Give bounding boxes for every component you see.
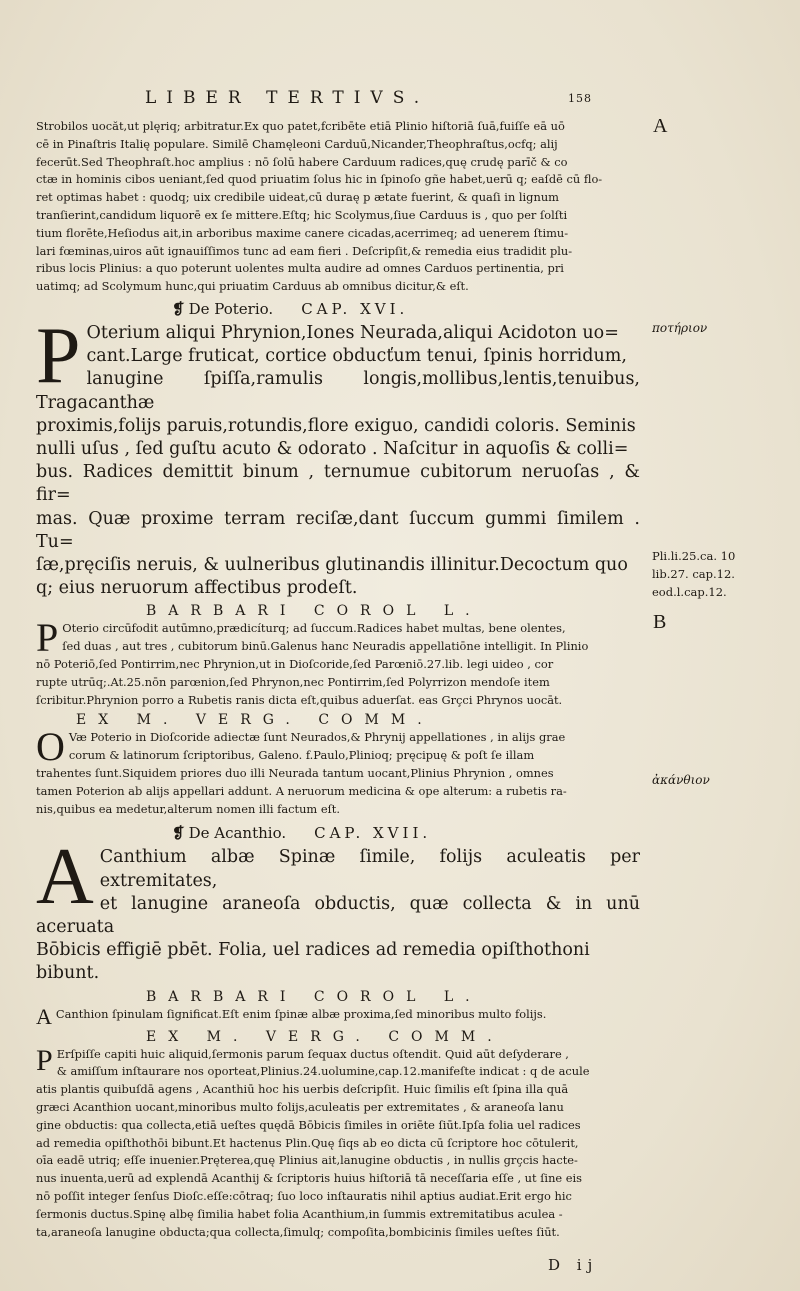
vergilius-commentary-1: [36, 711, 640, 818]
chapter-number: CAP. XVI.: [301, 299, 409, 318]
drop-cap: O: [36, 724, 65, 770]
text-line: ſcribitur.Phrynion porro a Rubetis ranis dicta eſt,quibus aduerſat. eas Grçci Phrynos uocāt.: [36, 692, 563, 707]
text-line: gine obductis: qua collecta,etiā ueſtes quędā Bōbicis ſimiles in oriēte ſiūt.Ipſa folia uel radices: [36, 1117, 581, 1132]
running-title: LIBER TERTIVS.: [145, 88, 430, 108]
pilcrow-icon: ❡: [172, 824, 185, 843]
text-line: ctæ in hominis cibos ueniant,ſed quod priuatim ſolus hic in ſpinoſo gñe habet,uerū q; eaſdē cū flo-: [36, 172, 603, 187]
page-number: 158: [568, 92, 592, 105]
margin-notes: [648, 0, 798, 1291]
drop-cap: A: [36, 1003, 52, 1029]
text-line: mas. Quæ proxime terram reciſæ,dant ſuccum gummi ſimilem . Tu=: [36, 508, 640, 552]
text-line: atis plantis quibuſdā agens , Acanthiū hoc his uerbis deſcripſit. Huic ſimilis eſt ſpina illa quā: [36, 1082, 569, 1097]
text-line: uatimq; ad Scolymum hunc,qui priuatim Carduus ab omnibus dicitur,& eſt.: [36, 279, 469, 294]
text-line: tamen Poterion ab alijs appellari addunt. A neruorum medicina & ope alterum: a rubetis ra-: [36, 783, 567, 798]
drop-cap: P: [36, 615, 59, 661]
chapter-16-heading: [172, 300, 640, 322]
text-line: proximis,folijs paruis,rotundis,flore exiguo, candidi coloris. Seminis: [36, 415, 636, 436]
drop-cap: A: [36, 833, 94, 922]
text-line: lari fœminas,uiros aūt ignauiſſimos tunc ad eam fieri . Deſcripſit,& remedia eius tradidit plu-: [36, 243, 573, 258]
margin-reference: eod.l.cap.12.: [652, 585, 727, 599]
text-line: nō Poteriō,ſed Pontirrim,nec Phrynion,ut in Dioſcoride,ſed Parœniō.27.lib. legi uideo , cor: [36, 657, 554, 671]
chapter-17-heading: [172, 824, 640, 846]
text-line: nus inuenta,uerū ad explendā Acanthij & ſcriptoris huius hiſtoriā tā neceſſaria eſſe , ut ſine eis: [36, 1171, 582, 1186]
text-line: bus. Radices demittit binum , ternumue cubitorum neruoſas , & fir=: [36, 462, 640, 506]
section-heading: EX M. VERG. COMM.: [146, 1028, 504, 1045]
text-line: tranſierint,candidum liquorē ex ſe mittere.Eſtq; hic Scolymus,ſiue Carduus is , quo per ſolſti: [36, 207, 568, 222]
text-line: Canthion ſpinulam ſignificat.Eſt enim ſpinæ albæ proxima,ſed minoribus multo folijs.: [55, 1006, 547, 1021]
text-line: trahentes ſunt.Siquidem priores duo illi Neurada tantum uocant,Plinius Phrynion , omnes: [36, 765, 554, 780]
text-line: nō poſſit integer ſenſus Dioſc.eſſe:cōtraq; ſuo loco inſtauratis nihil aptius audiat.Erit ergo hic: [36, 1188, 572, 1203]
vergilius-commentary-2: [36, 1028, 640, 1242]
section-heading: BARBARI COROL L.: [146, 603, 482, 620]
text-line: Strobilos uocăt,ut plęriq; arbitratur.Ex quo patet,fcribēte etiā Plinio hiſtoriā ſuā,fuiſſe eā uō: [36, 119, 565, 133]
barbari-corollarium-1: [36, 602, 640, 709]
drop-cap: P: [36, 311, 81, 400]
text-line: cē in Pinaſtris Italię populare. Similē Chamęleoni Carduū,Nicander,Theophraſtus,ocfq; alij: [36, 136, 558, 151]
chapter-title: De Poterio.: [188, 299, 274, 318]
section-heading: EX M. VERG. COMM.: [76, 712, 434, 729]
margin-letter-a: A: [653, 115, 668, 137]
greek-gloss: ἀκάνθιον: [652, 773, 710, 787]
text-line: Oterium aliqui Phrynion,Iones Neurada,aliqui Acidoton uo=: [86, 322, 619, 343]
text-line: Erſpiſſe capiti huic aliquid,ſermonis parum ſequax ductus oſtendit. Quid aūt deſyderare ,: [56, 1046, 569, 1061]
text-line: ret optimas habet : quodq; uix credibile uideat,cū duraę p ætate fuerint, & quaſi in lignum: [36, 190, 559, 205]
text-line: nis,quibus ea medetur,alterum nomen illi factum eſt.: [36, 801, 340, 816]
chapter-16-text: [36, 311, 640, 600]
text-line: Bōbicis effigiē pbēt. Folia, uel radices ad remedia opiſthothoni bibunt.: [36, 940, 590, 984]
text-line: ad remedia opiſthothōi bibunt.Et hactenus Plin.Quę ſiqs ab eo dicta cū ſcriptore hoc cōtulerit,: [36, 1135, 579, 1150]
drop-cap: P: [36, 1043, 53, 1077]
text-line: cant.Large fruticat, cortice obducťum tenui, ſpinis horridum,: [86, 346, 627, 367]
text-line: Canthium albæ Spinæ ſimile, folijs aculeatis per extremitates,: [99, 847, 640, 891]
text-line: ſed duas , aut tres , cubitorum binū.Galenus hanc Neuradis appellatiōne intelligit. In Plinio: [62, 639, 589, 654]
margin-reference: Pli.li.25.ca. 10: [652, 549, 736, 563]
pilcrow-icon: ❡: [172, 299, 185, 318]
chapter-title: De Acanthio.: [188, 824, 287, 843]
text-line: nulli uſus , ſed guſtu acuto & odorato . Naſcitur in aquoſis & colli=: [36, 438, 629, 459]
text-line: Oterio circūfodit autūmno,prædicíturq; ad ſuccum.Radices habet multas, bene olentes,: [62, 621, 566, 636]
text-line: græci Acanthion uocant,minoribus multo folijs,aculeatis per extremitates , & araneoſa lanu: [36, 1099, 564, 1114]
margin-reference: lib.27. cap.12.: [652, 567, 735, 581]
chapter-number: CAP. XVII.: [314, 824, 432, 843]
intro-paragraph: [36, 118, 640, 296]
text-line: tium florēte,Heſiodus ait,in arboribus maxime canere cicadas,acerrimeq; ad uenerem ſtimu-: [36, 225, 569, 240]
margin-letter-b: B: [653, 611, 667, 633]
main-text-column: [36, 118, 640, 1241]
section-heading: BARBARI COROL L.: [146, 988, 482, 1005]
barbari-corollarium-2: [36, 988, 640, 1029]
text-line: q; eius neruorum affectibus prodeſt.: [36, 578, 358, 599]
signature-mark: D ij: [548, 1256, 599, 1274]
text-line: corum & latinorum ſcriptoribus, Galeno. f.Paulo,Plinioq; pręcipuę & poſt ſe illam: [68, 748, 535, 763]
text-line: ribus locis Plinius: a quo poterunt uolentes multa audire ad omnes Carduos pertinentia, pri: [36, 261, 564, 276]
text-line: et lanugine araneoſa obductis, quæ collecta & in unū aceruata: [36, 893, 640, 937]
text-line: Væ Poterio in Dioſcoride adiectæ ſunt Neurados,& Phrynij appellationes , in alijs grae: [68, 730, 566, 745]
text-line: rupte utrūq;.At.25.nōn parœnion,ſed Phrynon,nec Pontirrim,ſed Polyrrizon mendoſe item: [36, 674, 550, 689]
text-line: lanugine ſpiſſa,ramulis longis,mollibus,lentis,tenuibus, Tragacanthæ: [36, 369, 640, 413]
text-line: oīa eadē utriq; eſſe inuenier.Pręterea,quę Plinius ait,lanugine obductis , in nullis grçcis hacte-: [36, 1153, 578, 1168]
text-line: & amiſſum inſtaurare nos oporteat,Plinius.24.uolumine,cap.12.manifeſte indicat : q de acule: [56, 1064, 590, 1079]
text-line: ſermonis ductus.Spinę albę ſimilia habet folia Acanthium,in ſummis extremitatibus aculea -: [36, 1206, 563, 1221]
text-line: fecerūt.Sed Theophraſt.hoc amplius : nō ſolū habere Carduum radices,quę crudę parīč & co: [36, 154, 568, 169]
greek-gloss: ποτήριον: [652, 321, 708, 335]
text-line: ta,araneoſa lanugine obducta;qua collecta,ſimulq; compoſita,bombicinis ſimiles ueſtes ſiūt.: [36, 1224, 560, 1239]
text-line: ſæ,pręciſis neruis, & uulneribus glutinandis illinitur.Decoctum quo: [36, 555, 628, 575]
